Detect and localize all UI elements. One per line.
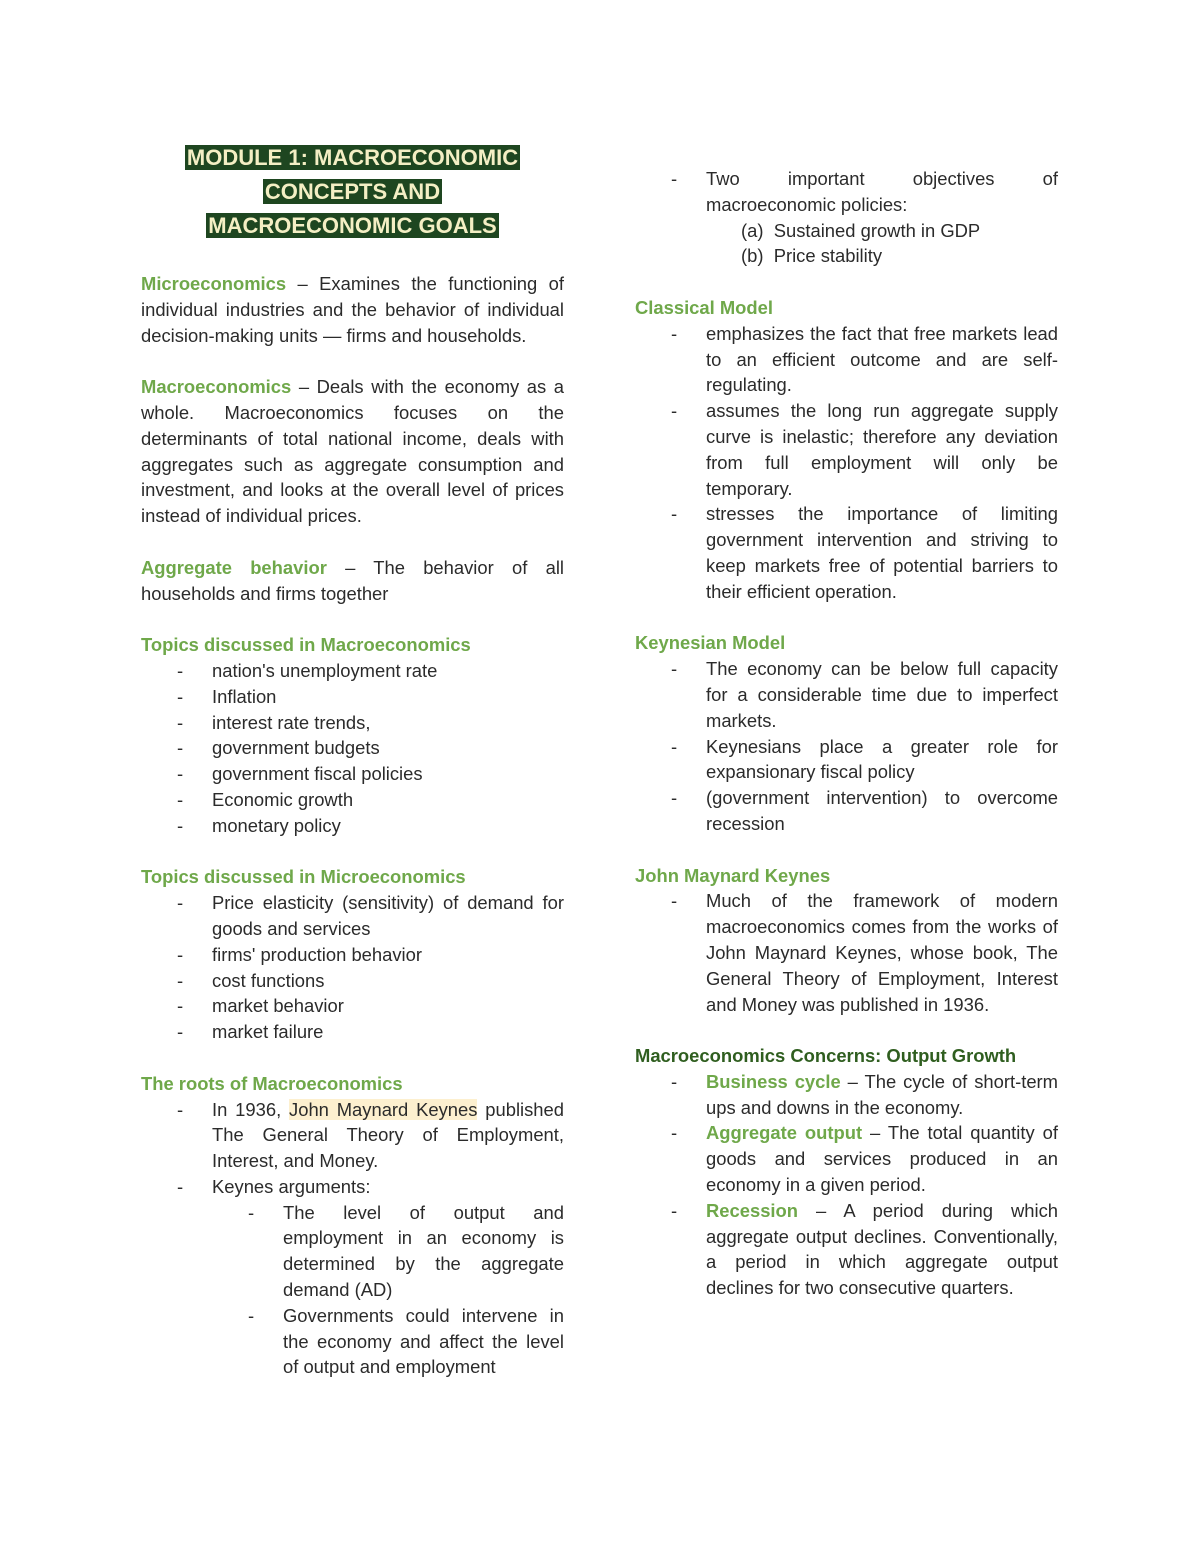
list-item: - nation's unemployment rate bbox=[141, 658, 564, 684]
macroeconomics-text: – Deals with the economy as a whole. Macroeconomics focuses on the determinants of total national income, deals with aggregates such as aggregate consumption and investment, and looks at the overall level of prices instead of individual prices. bbox=[141, 376, 564, 527]
list-item: - market failure bbox=[141, 1019, 564, 1045]
list-item: - assumes the long run aggregate supply curve is inelastic; therefore any deviation from full employment will only be temporary. bbox=[635, 398, 1058, 501]
microeconomics-text: – Examines the functioning of individual industries and the behavior of individual decision-making units — firms and households. bbox=[141, 273, 564, 346]
roots-item1-post: published The General Theory of Employment, Interest, and Money. bbox=[212, 1098, 564, 1172]
list-item: - Keynesians place a greater role for expansionary fiscal policy bbox=[635, 734, 1058, 786]
list-item: - government budgets bbox=[141, 735, 564, 761]
roots-item2: Keynes arguments: bbox=[212, 1175, 371, 1197]
macroeconomics-term: Macroeconomics bbox=[141, 376, 292, 398]
topics-micro-heading: Topics discussed in Microeconomics bbox=[141, 866, 466, 888]
recession-term: Recession bbox=[706, 1199, 798, 1221]
title-line-3: MACROECONOMIC GOALS bbox=[208, 213, 497, 238]
list-item: - Inflation bbox=[141, 684, 564, 710]
list-item bbox=[635, 1198, 1058, 1301]
list-item bbox=[141, 1174, 564, 1380]
keynes-arguments-list bbox=[212, 1200, 564, 1381]
aggregate-behavior-term: Aggregate behavior bbox=[141, 556, 327, 578]
classical-model-heading: Classical Model bbox=[635, 296, 773, 318]
right-column bbox=[635, 166, 1058, 1301]
left-column bbox=[141, 141, 564, 1380]
aggregate-behavior-text: – The behavior of all households and firms together bbox=[141, 556, 564, 604]
list-item: - Two important objectives of macroeconomic policies: bbox=[635, 166, 1058, 218]
microeconomics-definition bbox=[141, 271, 564, 348]
list-item: - firms' production behavior bbox=[141, 942, 564, 968]
list-item: - Much of the framework of modern macroeconomics comes from the works of John Maynard Keynes, whose book, The General Theory of Employment, Interest and Money was published in 1936. bbox=[635, 888, 1058, 1017]
objective-b: (b) Price stability bbox=[741, 245, 883, 267]
roots-item1-pre: In 1936, bbox=[212, 1098, 290, 1120]
microeconomics-term: Microeconomics bbox=[141, 273, 287, 294]
john-maynard-keynes-heading: John Maynard Keynes bbox=[635, 864, 831, 886]
aggregate-behavior-definition bbox=[141, 555, 564, 607]
concerns-heading: Macroeconomics Concerns: Output Growth bbox=[635, 1045, 1017, 1067]
aggregate-output-term: Aggregate output bbox=[706, 1122, 863, 1144]
business-cycle-text: – The cycle of short-term ups and downs in the economy. bbox=[706, 1070, 1058, 1118]
list-item: - The economy can be below full capacity for a considerable time due to imperfect markets. bbox=[635, 656, 1058, 733]
keynesian-model-heading: Keynesian Model bbox=[635, 632, 786, 654]
list-item: - The level of output and employment in an economy is determined by the aggregate demand (AD) bbox=[212, 1200, 564, 1303]
keynes-highlight: John Maynard Keynes bbox=[289, 1098, 478, 1120]
topics-macro-list bbox=[141, 658, 564, 839]
list-item: - stresses the importance of limiting government intervention and striving to keep markets free of potential barriers to their efficient operation. bbox=[635, 501, 1058, 604]
title-line-1: MODULE 1: MACROECONOMIC bbox=[186, 145, 519, 170]
business-cycle-term: Business cycle bbox=[706, 1070, 841, 1092]
list-item: - monetary policy bbox=[141, 813, 564, 839]
topics-micro-list bbox=[141, 890, 564, 1045]
list-item: - cost functions bbox=[141, 968, 564, 994]
list-item: - Governments could intervene in the economy and affect the level of output and employment bbox=[212, 1303, 564, 1380]
list-item bbox=[635, 1069, 1058, 1121]
list-item: - Price elasticity (sensitivity) of demand for goods and services bbox=[141, 890, 564, 942]
list-item bbox=[141, 1097, 564, 1174]
list-item: - interest rate trends, bbox=[141, 710, 564, 736]
list-item: - emphasizes the fact that free markets lead to an efficient outcome and are self-regulating. bbox=[635, 321, 1058, 398]
objectives-enumeration bbox=[635, 218, 1058, 270]
topics-macro-heading: Topics discussed in Macroeconomics bbox=[141, 634, 471, 656]
keynes-list bbox=[635, 888, 1058, 1017]
macroeconomics-definition bbox=[141, 374, 564, 529]
list-item: - (government intervention) to overcome recession bbox=[635, 785, 1058, 837]
classical-model-list bbox=[635, 321, 1058, 605]
recession-text: – A period during which aggregate output declines. Conventionally, a period in which aggregate output declines for two consecutive quarters. bbox=[706, 1199, 1058, 1299]
page-title bbox=[141, 141, 564, 243]
list-item bbox=[635, 1120, 1058, 1197]
concerns-list bbox=[635, 1069, 1058, 1301]
keynesian-model-list bbox=[635, 656, 1058, 837]
list-item: - government fiscal policies bbox=[141, 761, 564, 787]
objectives-list bbox=[635, 166, 1058, 218]
title-line-2: CONCEPTS AND bbox=[264, 179, 441, 204]
roots-heading: The roots of Macroeconomics bbox=[141, 1072, 403, 1094]
aggregate-output-text: – The total quantity of goods and services produced in an economy in a given period. bbox=[706, 1122, 1058, 1196]
roots-list bbox=[141, 1097, 564, 1381]
list-item: - market behavior bbox=[141, 993, 564, 1019]
objective-a: (a) Sustained growth in GDP bbox=[741, 219, 981, 241]
list-item: - Economic growth bbox=[141, 787, 564, 813]
